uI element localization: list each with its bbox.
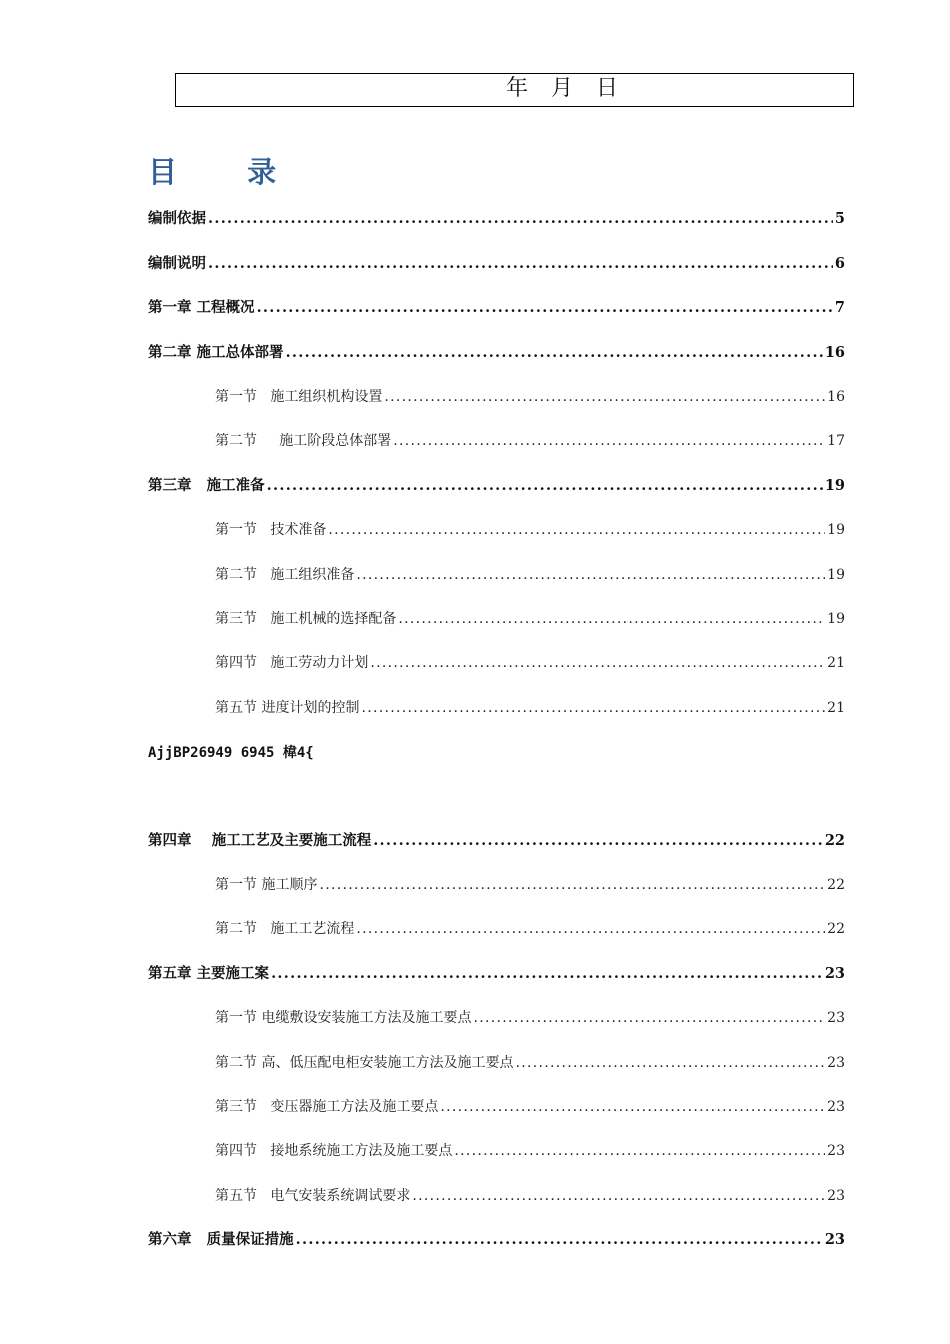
toc-entry-page: 22 [824, 832, 845, 849]
dot-leader [319, 874, 825, 896]
dot-leader [370, 652, 825, 674]
toc-entry-label: 第四节 接地系统施工方法及施工要点 [215, 1143, 453, 1159]
toc-entry-label: 第一章 工程概况 [148, 299, 255, 316]
toc-entry-label: 第二节 高、低压配电柜安装施工方法及施工要点 [215, 1055, 514, 1071]
toc-entry[interactable] [148, 297, 845, 319]
toc-entry-label: 编制说明 [148, 255, 206, 272]
toc-entry[interactable] [215, 874, 845, 896]
toc-entry[interactable] [148, 830, 845, 852]
toc-entry-page: 19 [827, 522, 845, 538]
dot-leader [208, 208, 833, 230]
dot-leader [373, 830, 823, 852]
toc-entry[interactable] [215, 652, 845, 674]
toc-entry-label: 第三节 变压器施工方法及施工要点 [215, 1099, 439, 1115]
toc-entry[interactable] [215, 430, 845, 452]
toc-entry[interactable] [215, 386, 845, 408]
toc-entry-label: 第一节 技术准备 [215, 522, 327, 538]
toc-entry-page: 23 [824, 1231, 845, 1248]
toc-entry[interactable] [148, 475, 845, 497]
toc-entry[interactable] [148, 1229, 845, 1251]
toc-entry-label: 第二节 施工阶段总体部署 [215, 433, 392, 449]
toc-entry-page: 6 [834, 255, 845, 272]
toc-entry-label: 第二节 施工工艺流程 [215, 921, 355, 937]
toc-entry-label: 第四节 施工劳动力计划 [215, 655, 369, 671]
toc-entry[interactable] [215, 1140, 845, 1162]
toc-entry-page: 19 [824, 477, 845, 494]
toc-entry-page: 16 [824, 344, 845, 361]
dot-leader [412, 1185, 825, 1207]
toc-entry-label: 第一节 电缆敷设安装施工方法及施工要点 [215, 1010, 472, 1026]
toc-entry-page: 22 [827, 877, 845, 893]
dot-leader [267, 475, 823, 497]
toc-entry[interactable] [215, 1052, 845, 1074]
toc-entry[interactable] [215, 1185, 845, 1207]
toc-entry[interactable] [215, 697, 845, 719]
dot-leader [296, 1229, 823, 1251]
dot-leader [515, 1052, 825, 1074]
dot-leader [440, 1096, 825, 1118]
toc-entry[interactable] [148, 253, 845, 275]
toc-entry[interactable] [148, 963, 845, 985]
toc-entry-page: 22 [827, 921, 845, 937]
dot-leader [473, 1007, 825, 1029]
dot-leader [384, 386, 825, 408]
toc-entry[interactable] [215, 1007, 845, 1029]
toc-entry-label: 第三章 施工准备 [148, 477, 265, 494]
toc-entry[interactable] [215, 608, 845, 630]
toc-entry[interactable] [148, 208, 845, 230]
toc-title: 目 录 [148, 155, 307, 189]
toc-entry-label: 第二章 施工总体部署 [148, 344, 284, 361]
dot-leader [356, 918, 825, 940]
toc-entry[interactable] [215, 519, 845, 541]
toc-entry-page: 7 [834, 299, 845, 316]
toc-entry-page: 17 [827, 433, 845, 449]
dot-leader [208, 253, 833, 275]
toc-entry-page: 21 [827, 655, 845, 671]
toc-entry-label: 第五节 电气安装系统调试要求 [215, 1188, 411, 1204]
toc-entry-page: 23 [824, 965, 845, 982]
dot-leader [257, 297, 833, 319]
dot-leader [454, 1140, 825, 1162]
dot-leader [393, 430, 825, 452]
toc-entry-page: 23 [827, 1010, 845, 1026]
toc-entry-page: 23 [827, 1143, 845, 1159]
toc-entry-label: 第四章 施工工艺及主要施工流程 [148, 832, 372, 849]
toc-entry-page: 23 [827, 1099, 845, 1115]
toc-entry-label: 编制依据 [148, 210, 206, 227]
toc-entry[interactable] [215, 1096, 845, 1118]
toc-entry-label: 第一节 施工组织机构设置 [215, 389, 383, 405]
dot-leader [328, 519, 825, 541]
toc-entry-label: 第三节 施工机械的选择配备 [215, 611, 397, 627]
dot-leader [361, 697, 825, 719]
toc-entry-page: 23 [827, 1188, 845, 1204]
dot-leader [356, 564, 825, 586]
toc-entry-label: 第二节 施工组织准备 [215, 567, 355, 583]
toc-entry-label: 第一节 施工顺序 [215, 877, 318, 893]
dot-leader [286, 342, 823, 364]
toc-entry-label: 第五章 主要施工案 [148, 965, 270, 982]
toc-entry-page: 16 [827, 389, 845, 405]
toc-entry[interactable] [148, 342, 845, 364]
stray-text: AjjBP26949 6945 椲4{ [148, 745, 314, 761]
toc-entry[interactable] [215, 918, 845, 940]
date-box [175, 73, 854, 107]
toc-entry-label: 第六章 质量保证措施 [148, 1231, 294, 1248]
toc-entry-page: 21 [827, 700, 845, 716]
toc-entry-label: 第五节 进度计划的控制 [215, 700, 360, 716]
toc-entry-page: 23 [827, 1055, 845, 1071]
toc-entry[interactable] [215, 564, 845, 586]
toc-entry-page: 5 [834, 210, 845, 227]
dot-leader [398, 608, 825, 630]
date-text: 年 月 日 [506, 76, 626, 101]
dot-leader [271, 963, 823, 985]
toc-entry-page: 19 [827, 567, 845, 583]
toc-entry-page: 19 [827, 611, 845, 627]
